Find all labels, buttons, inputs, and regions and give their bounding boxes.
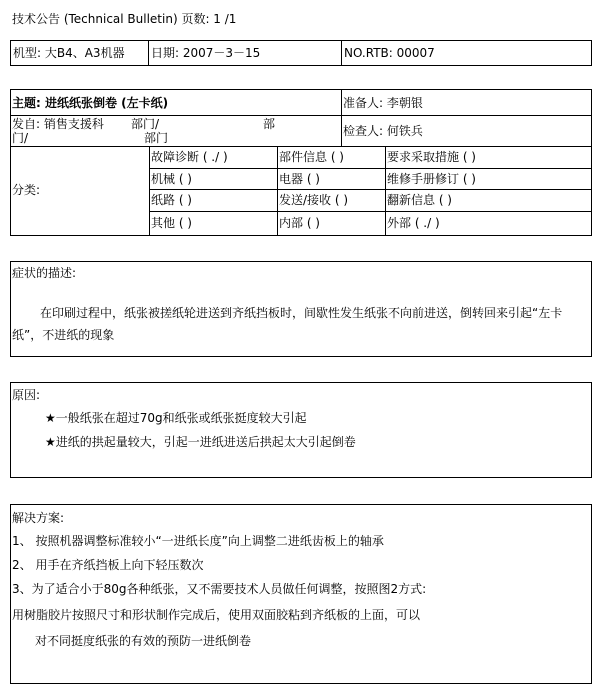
issuer-dept-label-2: 部 bbox=[263, 117, 276, 131]
cause-heading: 原因: bbox=[12, 388, 41, 402]
symptom-description: 在印刷过程中，纸张被搓纸轮进送到齐纸挡板时，间歇性发生纸张不向前进送，倒转回来引起“左卡纸”，不进纸的现象 bbox=[12, 306, 563, 342]
solution-section bbox=[10, 504, 592, 684]
preparer-field: 准备人: 李朝银 bbox=[343, 96, 423, 110]
class-cell: 发送/接收 ( ) bbox=[279, 193, 349, 207]
issuer-field: 发自: 销售支援科 bbox=[12, 117, 104, 131]
solution-step: 3、为了适合小于80g各种纸张，又不需要技术人员做任何调整，按照图2方式: bbox=[12, 582, 427, 596]
solution-step: 1、 按照机器调整标准较小“一进纸长度”向上调整二进纸齿板上的轴承 bbox=[12, 534, 384, 548]
class-cell: 故障诊断 ( ./ ) bbox=[151, 150, 228, 164]
symptom-section bbox=[10, 261, 592, 357]
symptom-heading: 症状的描述: bbox=[12, 266, 77, 280]
info-row bbox=[10, 40, 592, 66]
class-cell: 内部 ( ) bbox=[279, 216, 320, 230]
issuer-dept-continuation: 门/ bbox=[12, 131, 29, 145]
class-cell: 要求采取措施 ( ) bbox=[387, 150, 476, 164]
issuer-dept-continuation-2: 部门 bbox=[144, 131, 169, 145]
cause-item: ★进纸的拱起量较大，引起一进纸进送后拱起太大引起倒卷 bbox=[45, 435, 356, 449]
solution-heading: 解决方案: bbox=[12, 511, 65, 525]
class-cell: 纸路 ( ) bbox=[151, 193, 192, 207]
meta-table bbox=[10, 89, 592, 236]
issuer-dept-label: 部门/ bbox=[131, 117, 160, 131]
cause-item: ★一般纸张在超过70g和纸张或纸张挺度较大引起 bbox=[45, 411, 307, 425]
cause-section bbox=[10, 382, 592, 478]
date-field: 日期: 2007－3－15 bbox=[151, 46, 261, 60]
class-cell: 其他 ( ) bbox=[151, 216, 192, 230]
solution-step: 用树脂胶片按照尺寸和形状制作完成后，使用双面胶粘到齐纸板的上面，可以 bbox=[12, 608, 421, 622]
class-cell: 机械 ( ) bbox=[151, 172, 192, 186]
rtb-number: NO.RTB: 00007 bbox=[344, 46, 435, 60]
class-cell: 电器 ( ) bbox=[279, 172, 320, 186]
class-cell: 翻新信息 ( ) bbox=[387, 193, 452, 207]
checker-field: 检查人: 何铁兵 bbox=[343, 124, 423, 138]
model-field: 机型: 大B4、A3机器 bbox=[13, 46, 125, 60]
solution-step: 2、 用手在齐纸挡板上向下轻压数次 bbox=[12, 558, 204, 572]
bulletin-title: 技术公告 (Technical Bulletin) 页数: 1 /1 bbox=[12, 12, 237, 26]
classification-label: 分类: bbox=[12, 183, 41, 197]
class-cell: 部件信息 ( ) bbox=[279, 150, 344, 164]
subject-field: 主题: 进纸纸张倒卷 (左卡纸) bbox=[12, 96, 169, 110]
class-cell: 维修手册修订 ( ) bbox=[387, 172, 476, 186]
class-cell: 外部 ( ./ ) bbox=[387, 216, 440, 230]
solution-step: 对不同挺度纸张的有效的预防一进纸倒卷 bbox=[35, 634, 252, 648]
